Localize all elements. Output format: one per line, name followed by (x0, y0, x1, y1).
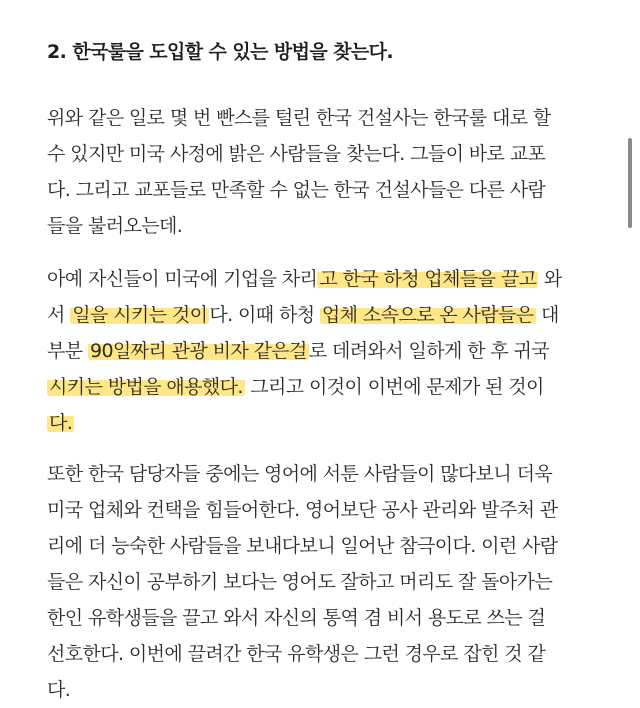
scrollbar-thumb[interactable] (628, 138, 632, 228)
text-segment: 아예 자신들이 미국에 기업을 차리 (47, 268, 318, 290)
highlighted-text: 90일짜리 관광 비자 같은걸 (89, 340, 307, 362)
paragraph-line: 다. 그리고 교포들로 만족할 수 없는 한국 건설사들은 다른 사람 (47, 179, 546, 201)
text-segment: 대 (535, 304, 559, 326)
highlighted-text: 일을 시키는 것이 (72, 304, 208, 326)
paragraph-line: 위와 같은 일로 몇 번 빤스를 털린 한국 건설사는 한국룰 대로 할 (47, 107, 551, 129)
paragraph-line: 들은 자신이 공부하기 보다는 영어도 잘하고 머리도 잘 돌아가는 (47, 571, 553, 593)
paragraph-line: 리에 더 능숙한 사람들을 보내다보니 일어난 참극이다. 이런 사람 (47, 535, 558, 557)
text-segment: 로 데려와서 일하게 한 후 귀국 (308, 340, 550, 362)
text-segment: 부분 (47, 340, 88, 362)
text-segment: 다. 이때 하청 (209, 304, 320, 326)
text-segment: 서 (47, 304, 71, 326)
paragraph-line (47, 369, 607, 405)
paragraph-1 (47, 100, 607, 244)
paragraph-line: 한인 유학생들을 끌고 와서 자신의 통역 겸 비서 용도로 쓰는 걸 (47, 607, 546, 629)
paragraph-line: 다. (47, 679, 71, 701)
paragraph-line (47, 333, 607, 369)
highlighted-text: 업체 소속으로 온 사람들은 (321, 304, 534, 326)
paragraph-line (47, 405, 607, 441)
highlighted-text: 시키는 방법을 애용했다. (49, 376, 243, 398)
paragraph-line: 또한 한국 담당자들 중에는 영어에 서툰 사람들이 많다보니 더욱 (47, 463, 553, 485)
highlighted-text: 다. (49, 412, 73, 434)
text-segment: 그리고 이것이 이번에 문제가 된 것이 (244, 376, 544, 398)
paragraph-line: 수 있지만 미국 사정에 밝은 사람들을 찾는다. 그들이 바로 교포 (47, 143, 546, 165)
paragraph-3 (47, 456, 607, 708)
text-segment: 와 (538, 268, 562, 290)
paragraph-2 (47, 261, 607, 441)
paragraph-line (47, 261, 607, 297)
paragraph-line: 선호한다. 이번에 끌려간 한국 유학생은 그런 경우로 잡힌 것 같 (47, 643, 546, 665)
paragraph-line (47, 297, 607, 333)
highlighted-text: 고 한국 하청 업체들을 끌고 (319, 268, 537, 290)
section-heading: 2. 한국룰을 도입할 수 있는 방법을 찾는다. (47, 41, 394, 63)
paragraph-line: 들을 불러오는데. (47, 215, 183, 237)
paragraph-line: 미국 업체와 컨택을 힘들어한다. 영어보단 공사 관리와 발주처 관 (47, 499, 558, 521)
